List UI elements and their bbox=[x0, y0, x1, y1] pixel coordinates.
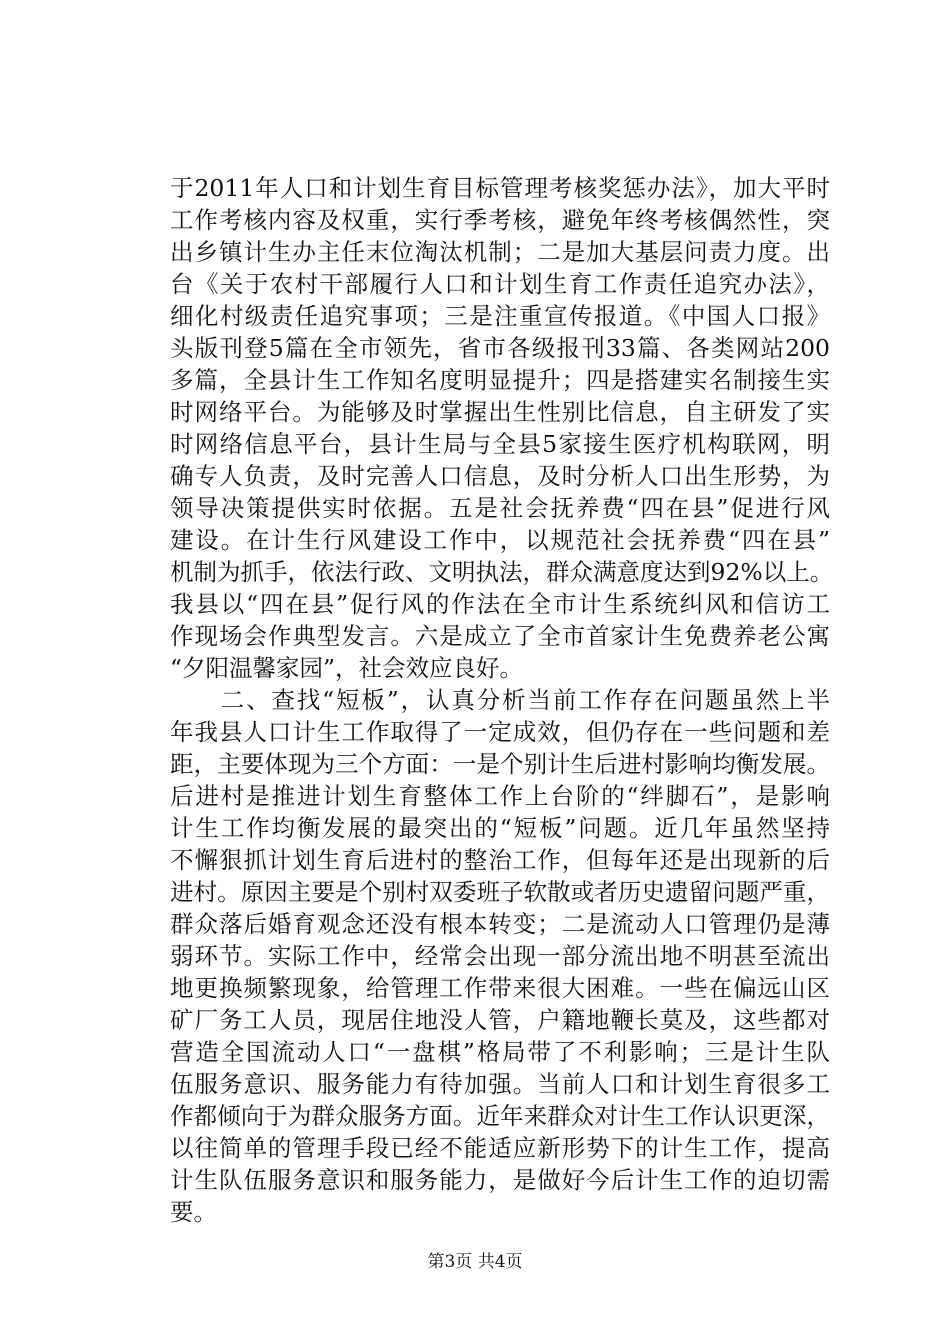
text-line: “夕阳温馨家园”，社会效应良好。 bbox=[170, 654, 524, 682]
text-line: 以往简单的管理手段已经不能适应新形势下的计生工作，提高 bbox=[170, 1134, 830, 1162]
text-line: 多篇，全县计生工作知名度明显提升；四是搭建实名制接生实 bbox=[170, 366, 830, 394]
text-line: 细化村级责任追究事项；三是注重宣传报道。《中国人口报》 bbox=[170, 302, 830, 330]
text-line: 出乡镇计生办主任末位淘汰机制；二是加大基层问责力度。出 bbox=[170, 238, 830, 266]
text-line: 不懈狠抓计划生育后进村的整治工作，但每年还是出现新的后 bbox=[170, 846, 830, 874]
text-line: 伍服务意识、服务能力有待加强。当前人口和计划生育很多工 bbox=[170, 1070, 830, 1098]
document-body bbox=[170, 172, 834, 1228]
text-line: 台《关于农村干部履行人口和计划生育工作责任追究办法》， bbox=[170, 270, 830, 298]
text-line: 机制为抓手，依法行政、文明执法，群众满意度达到92%以上。 bbox=[170, 558, 834, 586]
text-line: 计生队伍服务意识和服务能力，是做好今后计生工作的迫切需 bbox=[170, 1166, 830, 1194]
text-line: 弱环节。实际工作中，经常会出现一部分流出地不明甚至流出 bbox=[170, 942, 830, 970]
text-line: 作都倾向于为群众服务方面。近年来群众对计生工作认识更深， bbox=[170, 1102, 830, 1130]
text-line: 于2011年人口和计划生育目标管理考核奖惩办法》，加大平时 bbox=[170, 174, 830, 202]
text-line: 领导决策提供实时依据。五是社会抚养费“四在县”促进行风 bbox=[170, 494, 830, 522]
text-line: 时网络信息平台，县计生局与全县5家接生医疗机构联网，明 bbox=[170, 430, 830, 458]
text-line: 计生工作均衡发展的最突出的“短板”问题。近几年虽然坚持 bbox=[170, 814, 830, 842]
text-line: 建设。在计生行风建设工作中，以规范社会抚养费“四在县” bbox=[170, 526, 830, 554]
text-line: 二、查找“短板”，认真分析当前工作存在问题虽然上半 bbox=[170, 686, 830, 714]
text-line: 时网络平台。为能够及时掌握出生性别比信息，自主研发了实 bbox=[170, 398, 830, 426]
text-line: 年我县人口计生工作取得了一定成效，但仍存在一些问题和差 bbox=[170, 718, 830, 746]
text-line: 距，主要体现为三个方面：一是个别计生后进村影响均衡发展。 bbox=[170, 750, 830, 778]
text-line: 地更换频繁现象，给管理工作带来很大困难。一些在偏远山区 bbox=[170, 974, 830, 1002]
text-line: 营造全国流动人口“一盘棋”格局带了不利影响；三是计生队 bbox=[170, 1038, 830, 1066]
text-line: 群众落后婚育观念还没有根本转变；二是流动人口管理仍是薄 bbox=[170, 910, 830, 938]
text-line: 进村。原因主要是个别村双委班子软散或者历史遗留问题严重， bbox=[170, 878, 830, 906]
text-line: 确专人负责，及时完善人口信息，及时分析人口出生形势，为 bbox=[170, 462, 830, 490]
text-line: 我县以“四在县”促行风的作法在全市计生系统纠风和信访工 bbox=[170, 590, 830, 618]
text-line: 后进村是推进计划生育整体工作上台阶的“绊脚石”，是影响 bbox=[170, 782, 830, 810]
text-line: 工作考核内容及权重，实行季考核，避免年终考核偶然性，突 bbox=[170, 206, 830, 234]
text-line: 要。 bbox=[170, 1198, 217, 1226]
text-line: 头版刊登5篇在全市领先，省市各级报刊33篇、各类网站200 bbox=[170, 334, 830, 362]
text-line: 作现场会作典型发言。六是成立了全市首家计生免费养老公寓 bbox=[170, 622, 830, 650]
text-line: 矿厂务工人员，现居住地没人管，户籍地鞭长莫及，这些都对 bbox=[170, 1006, 830, 1034]
page-number-footer: 第3页 共4页 bbox=[427, 1252, 523, 1272]
